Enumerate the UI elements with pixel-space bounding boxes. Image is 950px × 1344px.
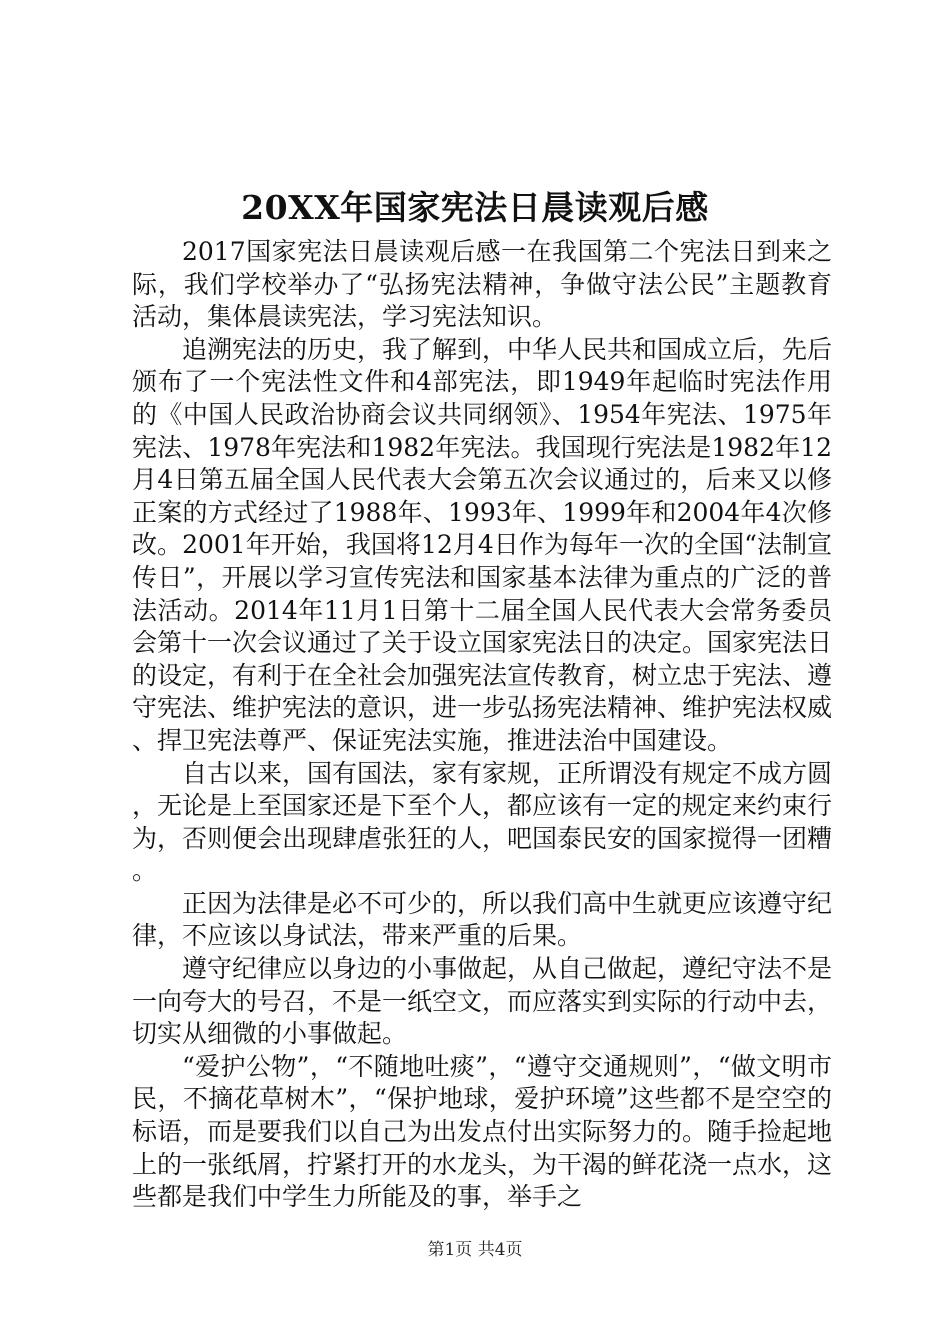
page-number-footer: 第1页 共4页 [427, 1240, 523, 1260]
paragraph: 遵守纪律应以身边的小事做起，从自己做起，遵纪守法不是一向夸大的号召，不是一纸空文，而应落实到实际的行动中去，切实从细微的小事做起。 [132, 954, 833, 1049]
paragraph: “爱护公物”，“不随地吐痰”，“遵守交通规则”，“做文明市民，不摘花草树木”，“保护地球，爱护环境”这些都不是空空的标语，而是要我们以自己为出发点付出实际努力的。随手捡起地上的一张纸屑，拧紧打开的水龙头，为干渴的鲜花浇一点水，这些都是我们中学生力所能及的事，举手之 [132, 1051, 833, 1212]
paragraph: 自古以来，国有国法，家有家规，正所谓没有规定不成方圆，无论是上至国家还是下至个人，都应该有一定的规定来约束行为，否则便会出现肆虐张狂的人，吧国泰民安的国家搅得一团糟。 [132, 758, 833, 886]
paragraph: 追溯宪法的历史，我了解到，中华人民共和国成立后，先后颁布了一个宪法性文件和4部宪法，即1949年起临时宪法作用的《中国人民政治协商会议共同纲领》、1954年宪法、1975年宪法、1978年宪法和1982年宪法。我国现行宪法是1982年12月4日第五届全国人民代表大会第五次会议通过的，后来又以修正案的方式经过了1988年、1993年、1999年和2004年4次修改。2001年开始，我国将12月4日作为每年一次的全国“法制宣传日”，开展以学习宣传宪法和国家基本法律为重点的广泛的普法活动。2014年11月1日第十二届全国人民代表大会常务委员会第十一次会议通过了关于设立国家宪法日的决定。国家宪法日的设定，有利于在全社会加强宪法宣传教育，树立忠于宪法、遵守宪法、维护宪法的意识，进一步弘扬宪法精神、维护宪法权威、捍卫宪法尊严、保证宪法实施，推进法治中国建设。 [132, 334, 833, 755]
paragraph: 正因为法律是必不可少的，所以我们高中生就更应该遵守纪律，不应该以身试法，带来严重的后果。 [132, 888, 833, 951]
document-title: 20XX年国家宪法日晨读观后感 [241, 188, 709, 227]
paragraph: 2017国家宪法日晨读观后感一在我国第二个宪法日到来之际，我们学校举办了“弘扬宪法精神，争做守法公民”主题教育活动，集体晨读宪法，学习宪法知识。 [132, 237, 832, 332]
document-body [132, 236, 832, 1214]
